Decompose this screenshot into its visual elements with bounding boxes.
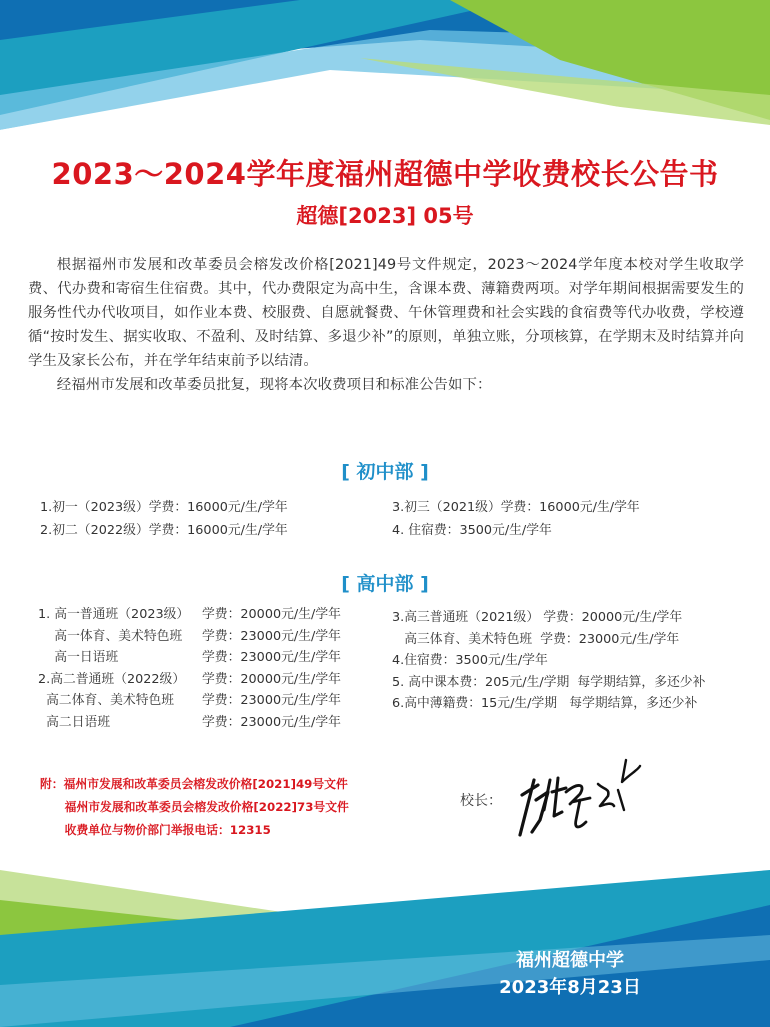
- attachment-notes: [40, 775, 349, 844]
- junior-fee-item: 3.初三（2021级）学费：16000元/生/学年: [392, 500, 640, 515]
- page-title: 2023～2024学年度福州超德中学收费校长公告书: [51, 157, 719, 191]
- class-fee: 学费：23000元/生/学年: [202, 714, 341, 730]
- class-fee: 学费：20000元/生/学年: [202, 671, 341, 687]
- senior-fee-row: 3.高三普通班（2021级） 学费：20000元/生/学年: [392, 610, 683, 625]
- note-line: 收费单位与物价部门举报电话：12315: [40, 823, 271, 837]
- class-name: 2.高二普通班（2022级）: [38, 671, 186, 687]
- senior-fee-row: [38, 711, 341, 733]
- senior-fee-row: 高三体育、美术特色班 学费：23000元/生/学年: [392, 631, 680, 647]
- footer-date: 2023年8月23日: [499, 977, 641, 998]
- senior-fee-list-right: [392, 606, 705, 714]
- principal-label: 校长：: [460, 793, 502, 809]
- class-fee: 学费：23000元/生/学年: [202, 650, 341, 665]
- junior-fee-item: 1.初一（2023级）学费：16000元/生/学年: [40, 500, 288, 515]
- class-fee: 学费：23000元/生/学年: [202, 693, 341, 708]
- class-fee: 学费：20000元/生/学年: [202, 607, 341, 622]
- handwritten-signature: [500, 740, 660, 850]
- intro-paragraph-1: 根据福州市发展和改革委员会榕发改价格[2021]49号文件规定，2023～2024学年度本校对学生收取学费、代办费和寄宿生住宿费。其中，代办费限定为高中生，含课本费、薄籍费两项。对学年期间根据需要发生的服务性代办代收项目，如作业本费、校服费、自愿就餐费、午休管理费和社会实践的食宿费等代办收费，学校遵循“按时发生、据实收取、不盈利、及时结算、多退少补”的原则，单独立账，分项核算，在学期末及时结算并向学生及家长公布，并在学年结束前予以结清。: [28, 257, 744, 369]
- junior-fee-item: 4. 住宿费：3500元/生/学年: [392, 523, 552, 538]
- footer-school-name: 福州超德中学: [516, 950, 624, 971]
- note-line: 福州市发展和改革委员会榕发改价格[2022]73号文件: [40, 800, 349, 814]
- class-fee: 学费：23000元/生/学年: [202, 628, 341, 644]
- intro-text: [28, 253, 744, 397]
- senior-fee-row: 4.住宿费：3500元/生/学年: [392, 653, 548, 668]
- note-line: 附：福州市发展和改革委员会榕发改价格[2021]49号文件: [40, 777, 348, 791]
- senior-fee-row: [38, 625, 341, 647]
- senior-section-heading: [ 高中部 ]: [341, 573, 429, 595]
- class-name: 高一体育、美术特色班: [38, 628, 183, 644]
- document-number: 超德[2023] 05号: [296, 204, 474, 228]
- class-name: 1. 高一普通班（2023级）: [38, 607, 190, 622]
- junior-section-heading: [ 初中部 ]: [341, 461, 429, 483]
- class-name: 高一日语班: [38, 650, 119, 665]
- junior-fee-item: 2.初二（2022级）学费：16000元/生/学年: [40, 523, 288, 538]
- senior-fee-list-left: [38, 603, 341, 732]
- senior-fee-row: [38, 689, 341, 711]
- senior-fee-row: [38, 646, 341, 668]
- class-name: 高二体育、美术特色班: [38, 693, 175, 708]
- senior-fee-row: [38, 603, 341, 625]
- senior-fee-row: 5. 高中课本费：205元/生/学期 每学期结算，多还少补: [392, 674, 706, 690]
- intro-paragraph-2: 经福州市发展和改革委员批复，现将本次收费项目和标准公告如下：: [56, 377, 492, 393]
- class-name: 高二日语班: [38, 714, 111, 730]
- senior-fee-row: [38, 668, 341, 690]
- senior-fee-row: 6.高中薄籍费：15元/生/学期 每学期结算，多还少补: [392, 696, 698, 711]
